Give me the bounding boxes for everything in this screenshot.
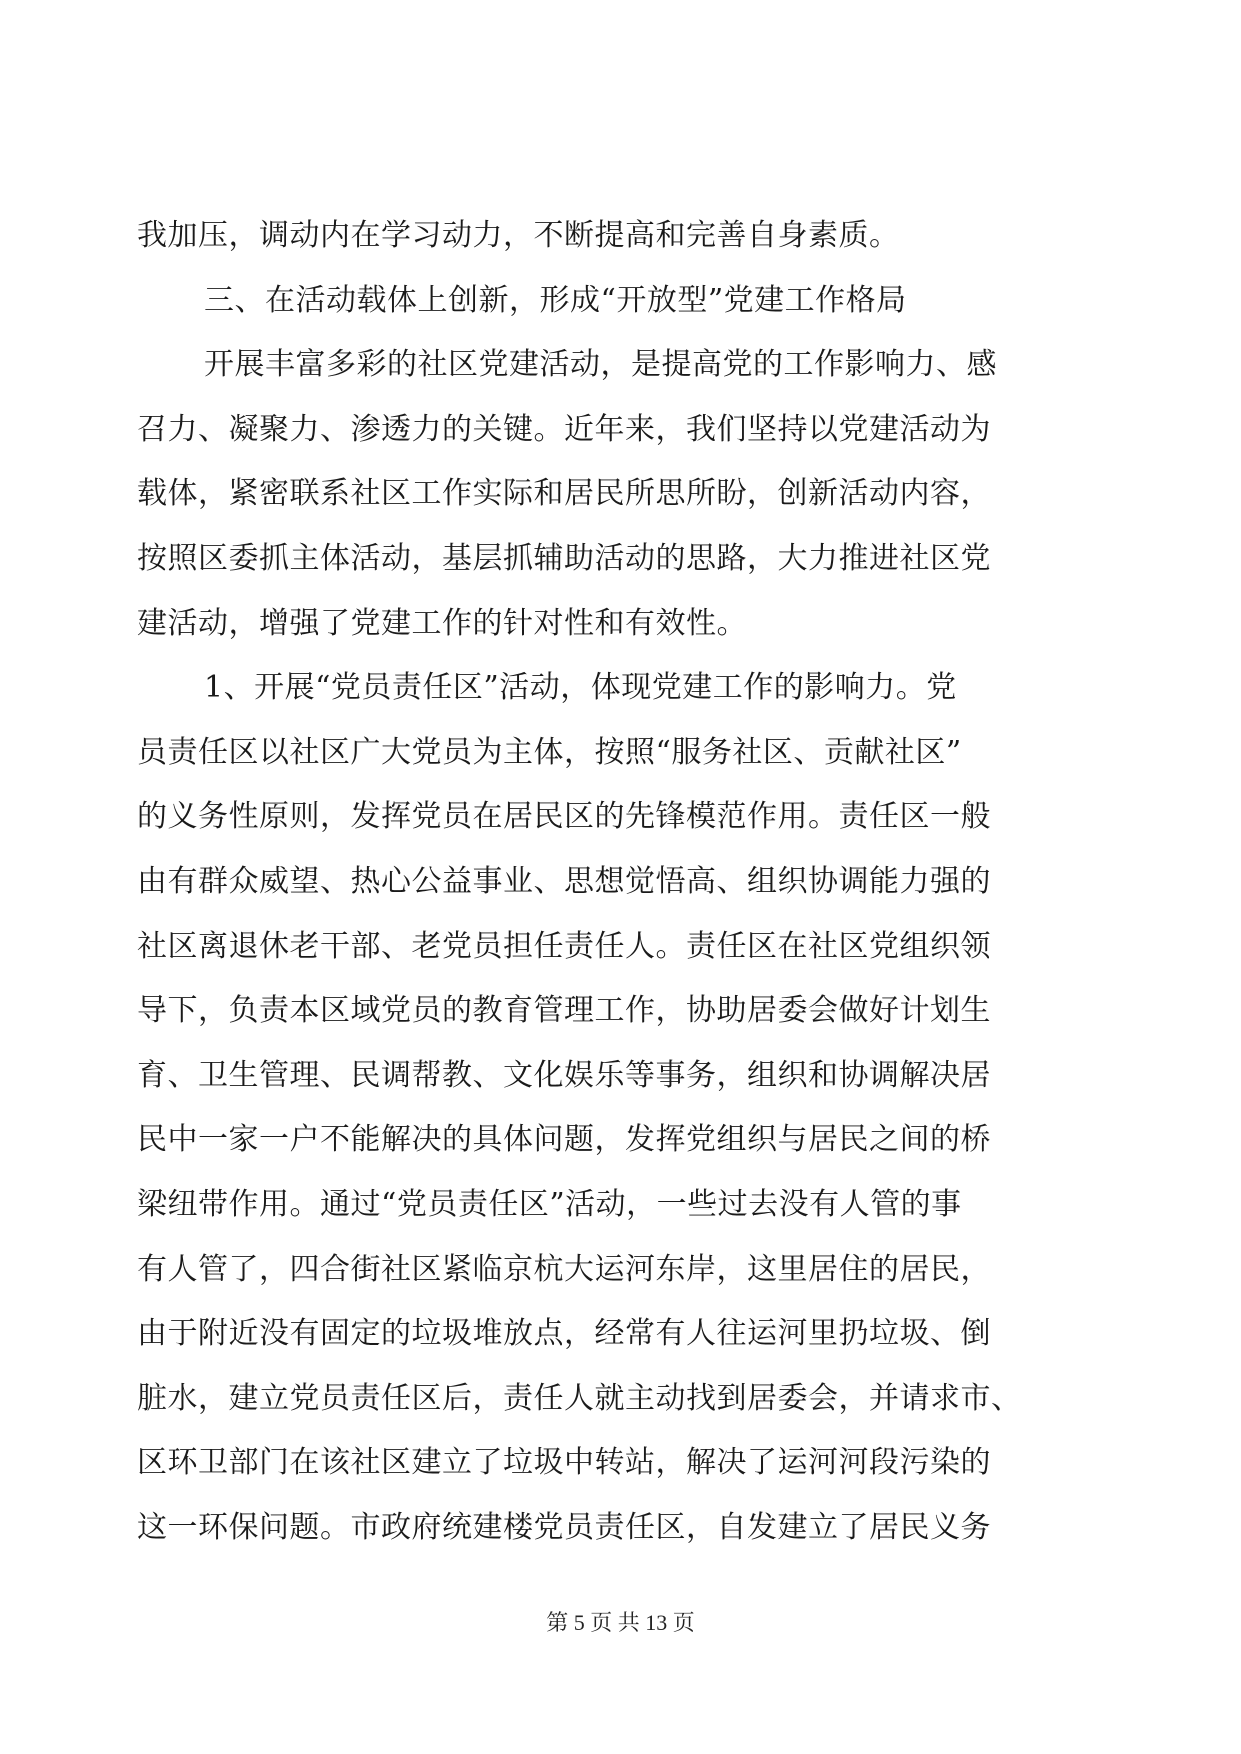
text-line: 载体，紧密联系社区工作实际和居民所思所盼，创新活动内容， xyxy=(137,476,991,512)
text-line: 三、在活动载体上创新，形成“开放型”党建工作格局 xyxy=(204,282,907,318)
text-line: 由有群众威望、热心公益事业、思想觉悟高、组织协调能力强的 xyxy=(137,863,991,899)
text-line: 员责任区以社区广大党员为主体，按照“服务社区、贡献社区” xyxy=(137,734,962,770)
text-line: 区环卫部门在该社区建立了垃圾中转站，解决了运河河段污染的 xyxy=(137,1445,991,1481)
text-line: 开展丰富多彩的社区党建活动，是提高党的工作影响力、感 xyxy=(204,347,997,383)
text-line: 召力、凝聚力、渗透力的关键。近年来，我们坚持以党建活动为 xyxy=(137,411,991,447)
text-line: 由于附近没有固定的垃圾堆放点，经常有人往运河里扔垃圾、倒 xyxy=(137,1316,991,1352)
text-line: 民中一家一户不能解决的具体问题，发挥党组织与居民之间的桥 xyxy=(137,1122,991,1158)
text-line: 社区离退休老干部、老党员担任责任人。责任区在社区党组织领 xyxy=(137,928,991,964)
text-line: 梁纽带作用。通过“党员责任区”活动，一些过去没有人管的事 xyxy=(137,1186,962,1222)
document-body xyxy=(137,204,1077,1560)
text-line: 按照区委抓主体活动，基层抓辅助活动的思路，大力推进社区党 xyxy=(137,540,991,576)
text-line: 这一环保问题。市政府统建楼党员责任区，自发建立了居民义务 xyxy=(137,1509,991,1545)
text-line: 有人管了，四合街社区紧临京杭大运河东岸，这里居住的居民， xyxy=(137,1251,991,1287)
text-line: 1、开展“党员责任区”活动，体现党建工作的影响力。党 xyxy=(204,670,957,706)
text-line: 导下，负责本区域党员的教育管理工作，协助居委会做好计划生 xyxy=(137,993,991,1029)
text-line: 的义务性原则，发挥党员在居民区的先锋模范作用。责任区一般 xyxy=(137,799,991,835)
text-line: 我加压，调动内在学习动力，不断提高和完善自身素质。 xyxy=(137,218,900,253)
page-footer: 第 5 页 共 13 页 xyxy=(546,1610,695,1635)
text-line: 脏水，建立党员责任区后，责任人就主动找到居委会，并请求市、 xyxy=(137,1380,1022,1416)
text-line: 育、卫生管理、民调帮教、文化娱乐等事务，组织和协调解决居 xyxy=(137,1057,991,1093)
text-line: 建活动，增强了党建工作的针对性和有效性。 xyxy=(137,605,747,641)
